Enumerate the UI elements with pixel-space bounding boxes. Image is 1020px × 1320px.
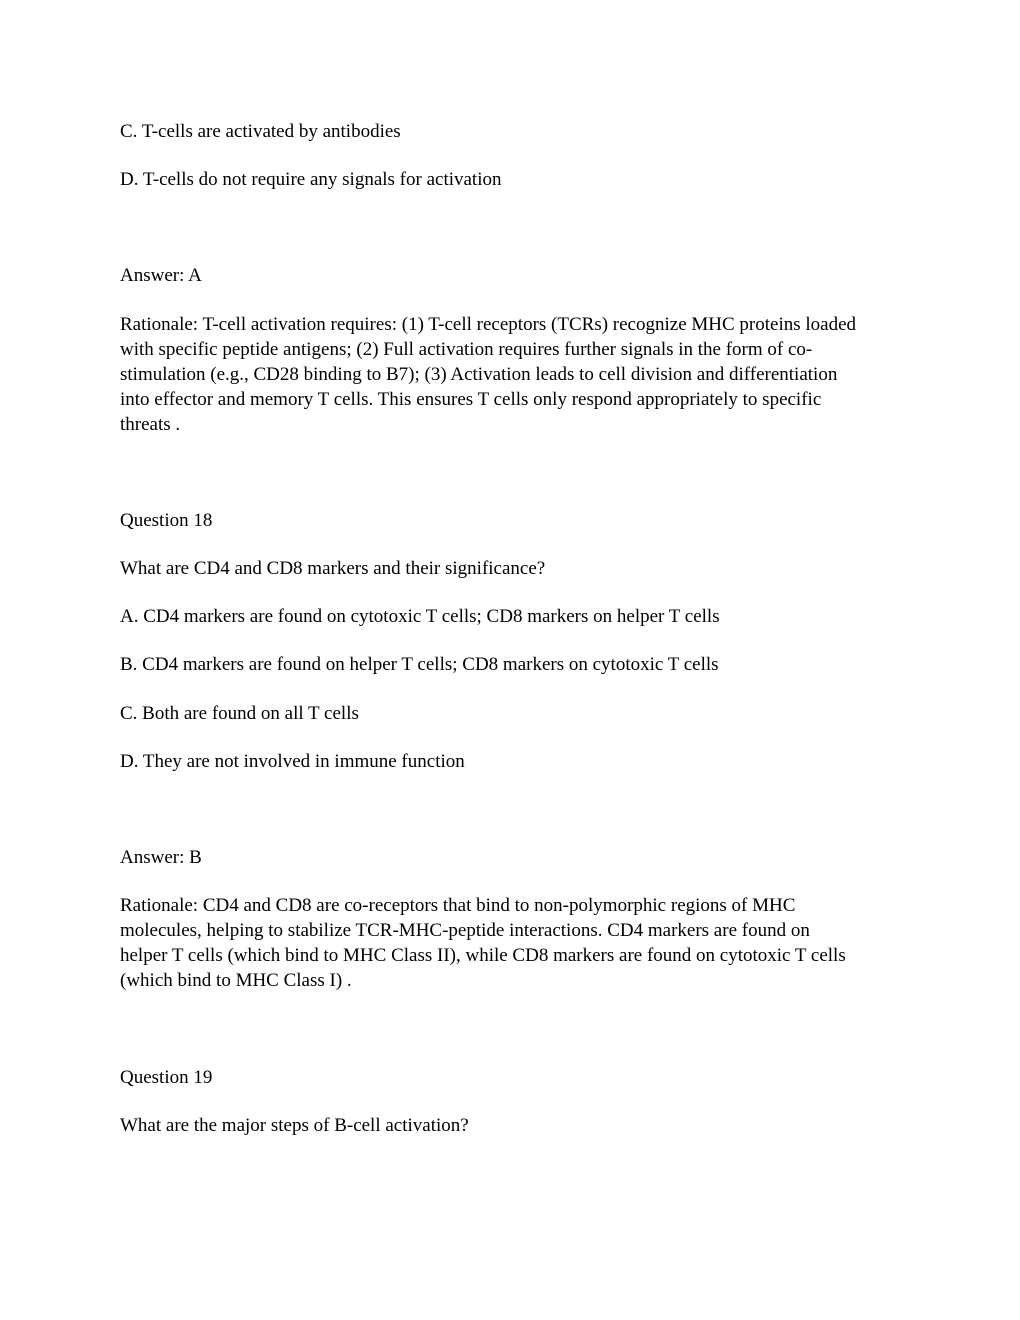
rationale-line: Rationale: CD4 and CD8 are co-receptors that bind to non-polymorphic regions of MHC bbox=[120, 895, 796, 916]
rationale-line: threats . bbox=[120, 414, 181, 435]
q19-question: What are the major steps of B-cell activation? bbox=[120, 1115, 469, 1136]
q18-option-a: A. CD4 markers are found on cytotoxic T cells; CD8 markers on helper T cells bbox=[120, 606, 720, 627]
rationale-line: stimulation (e.g., CD28 binding to B7); (3) Activation leads to cell division and differentiation bbox=[120, 364, 838, 385]
q18-answer: Answer: B bbox=[120, 847, 202, 868]
q17-answer: Answer: A bbox=[120, 265, 202, 286]
q18-question: What are CD4 and CD8 markers and their significance? bbox=[120, 558, 546, 579]
rationale-line: into effector and memory T cells. This ensures T cells only respond appropriately to specific bbox=[120, 389, 822, 410]
q18-title: Question 18 bbox=[120, 510, 213, 531]
rationale-line: helper T cells (which bind to MHC Class II), while CD8 markers are found on cytotoxic T cells bbox=[120, 945, 846, 966]
q18-rationale bbox=[120, 893, 910, 993]
rationale-line: with specific peptide antigens; (2) Full activation requires further signals in the form of co- bbox=[120, 339, 813, 360]
q19-title: Question 19 bbox=[120, 1067, 213, 1088]
rationale-line: molecules, helping to stabilize TCR-MHC-peptide interactions. CD4 markers are found on bbox=[120, 920, 810, 941]
q18-option-d: D. They are not involved in immune function bbox=[120, 751, 465, 772]
rationale-line: Rationale: T-cell activation requires: (1) T-cell receptors (TCRs) recognize MHC proteins loaded bbox=[120, 314, 857, 335]
q17-option-c: C. T-cells are activated by antibodies bbox=[120, 121, 401, 142]
q18-option-b: B. CD4 markers are found on helper T cells; CD8 markers on cytotoxic T cells bbox=[120, 654, 719, 675]
q17-option-d: D. T-cells do not require any signals for activation bbox=[120, 169, 502, 190]
rationale-line: (which bind to MHC Class I) . bbox=[120, 970, 352, 991]
q17-rationale bbox=[120, 312, 910, 437]
q18-option-c: C. Both are found on all T cells bbox=[120, 703, 359, 724]
